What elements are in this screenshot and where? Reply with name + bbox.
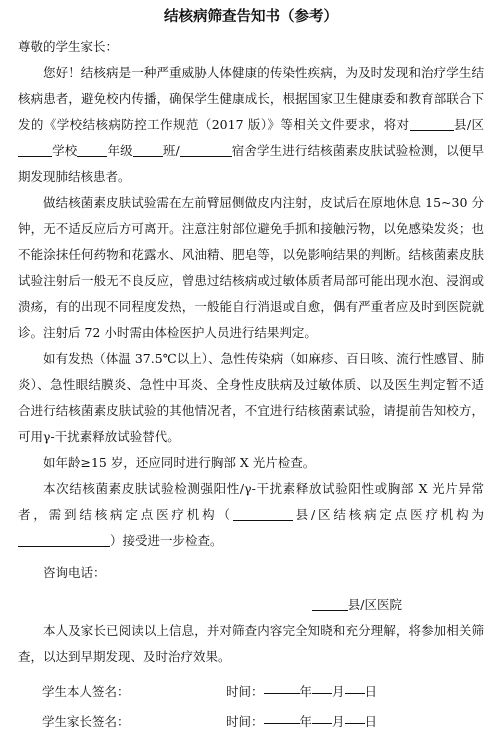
parent-signature-label: 学生家长签名： bbox=[42, 714, 130, 729]
paragraph-procedure: 做结核菌素皮肤试验需在左前臂屈侧做皮内注射，皮试后在原地休息 15~30 分钟，无不适反应后方可离开。注意注射部位避免手抓和接触污物，以免感染发炎；也不能涂抹任何药物和花露水、风油精、肥皂等，以免影响结果的判断。结核菌素皮肤试验注射后一般无不良反应，曾患过结核病或过敏体质者局部可能出现水泡、浸润或溃疡，有的出现不同程度发热，一般能自行消退或自愈，偶有严重者应及时到医院就诊。注射后 72 小时需由体检医护人员进行结果判定。 bbox=[18, 195, 484, 340]
parent-month-blank[interactable] bbox=[312, 709, 332, 724]
student-time-label: 时间： bbox=[226, 684, 264, 699]
parent-signature-row bbox=[18, 709, 484, 735]
grade-blank[interactable] bbox=[77, 142, 107, 157]
county-blank[interactable] bbox=[410, 116, 454, 131]
intro-text: 您好！结核病是一种严重威胁人体健康的传染性疾病，为及时发现和治疗学生结核病患者，避免校内传播，确保学生健康成长，根据国家卫生健康委和教育部联合下发的《学校结核病防控工作规范（2017 版）》等相关文件要求，将对 bbox=[18, 65, 484, 132]
referral-county-blank[interactable] bbox=[233, 506, 293, 521]
county-hospital-label: 县/区医院 bbox=[347, 597, 402, 612]
student-year-blank[interactable] bbox=[264, 679, 300, 694]
parent-time-label: 时间： bbox=[226, 714, 264, 729]
county-hospital-line bbox=[18, 592, 484, 618]
parent-year-label: 年 bbox=[299, 714, 313, 729]
student-day-blank[interactable] bbox=[345, 679, 365, 694]
student-signature-row bbox=[18, 679, 484, 705]
paragraph-contraindications: 如有发热（体温 37.5℃以上）、急性传染病（如麻疹、百日咳、流行性感冒、肺炎）、急性眼结膜炎、急性中耳炎、全身性皮肤病及过敏体质、以及医生判定暂不适合进行结核菌素皮肤试验的其他情况者，不宜进行结核菌素试验，请提前告知校方，可用γ-干扰素释放试验替代。 bbox=[18, 351, 484, 444]
referral-tail: ）接受进一步检查。 bbox=[110, 533, 223, 548]
greeting: 尊敬的学生家长： bbox=[18, 39, 119, 54]
parent-day-blank[interactable] bbox=[345, 709, 365, 724]
parent-month-label: 月 bbox=[332, 714, 345, 729]
paragraph-consent: 本人及家长已阅读以上信息，并对筛查内容完全知晓和充分理解，将参加相关筛查，以达到早期发现、及时治疗效果。 bbox=[18, 623, 484, 664]
referral-mid: 县/区结核病定点医疗机构为 bbox=[292, 507, 484, 522]
signature-block bbox=[18, 679, 484, 735]
class-blank[interactable] bbox=[133, 142, 163, 157]
school-blank[interactable] bbox=[18, 142, 52, 157]
referral-hospital-blank[interactable] bbox=[18, 532, 110, 547]
county-hospital-blank[interactable] bbox=[312, 596, 348, 611]
paragraph-referral bbox=[18, 476, 484, 554]
student-month-label: 月 bbox=[332, 684, 345, 699]
student-day-label: 日 bbox=[364, 684, 378, 699]
document-title: 结核病筛查告知书（参考） bbox=[164, 9, 338, 25]
student-year-label: 年 bbox=[299, 684, 313, 699]
intro-tail: 宿舍学生进行结核菌素皮肤试验检测，以便早期发现肺结核患者。 bbox=[18, 143, 484, 184]
student-signature-label: 学生本人签名： bbox=[42, 684, 130, 699]
parent-day-label: 日 bbox=[364, 714, 378, 729]
paragraph-xray: 如年龄≥15 岁，还应同时进行胸部 X 光片检查。 bbox=[43, 455, 316, 470]
county-label: 县/区 bbox=[453, 117, 484, 132]
dorm-blank[interactable] bbox=[180, 142, 232, 157]
student-month-blank[interactable] bbox=[312, 679, 332, 694]
school-label: 学校 bbox=[52, 143, 78, 158]
consult-phone bbox=[18, 560, 484, 586]
paragraph-intro bbox=[18, 60, 484, 190]
referral-text: 本次结核菌素皮肤试验检测强阳性/γ-干扰素释放试验阳性或胸部 X 光片异常者，需到结核病定点医疗机构（ bbox=[18, 481, 484, 522]
class-label: 班/ bbox=[162, 143, 180, 158]
parent-year-blank[interactable] bbox=[264, 709, 300, 724]
grade-label: 年级 bbox=[107, 143, 133, 158]
consult-label: 咨询电话： bbox=[43, 565, 106, 580]
